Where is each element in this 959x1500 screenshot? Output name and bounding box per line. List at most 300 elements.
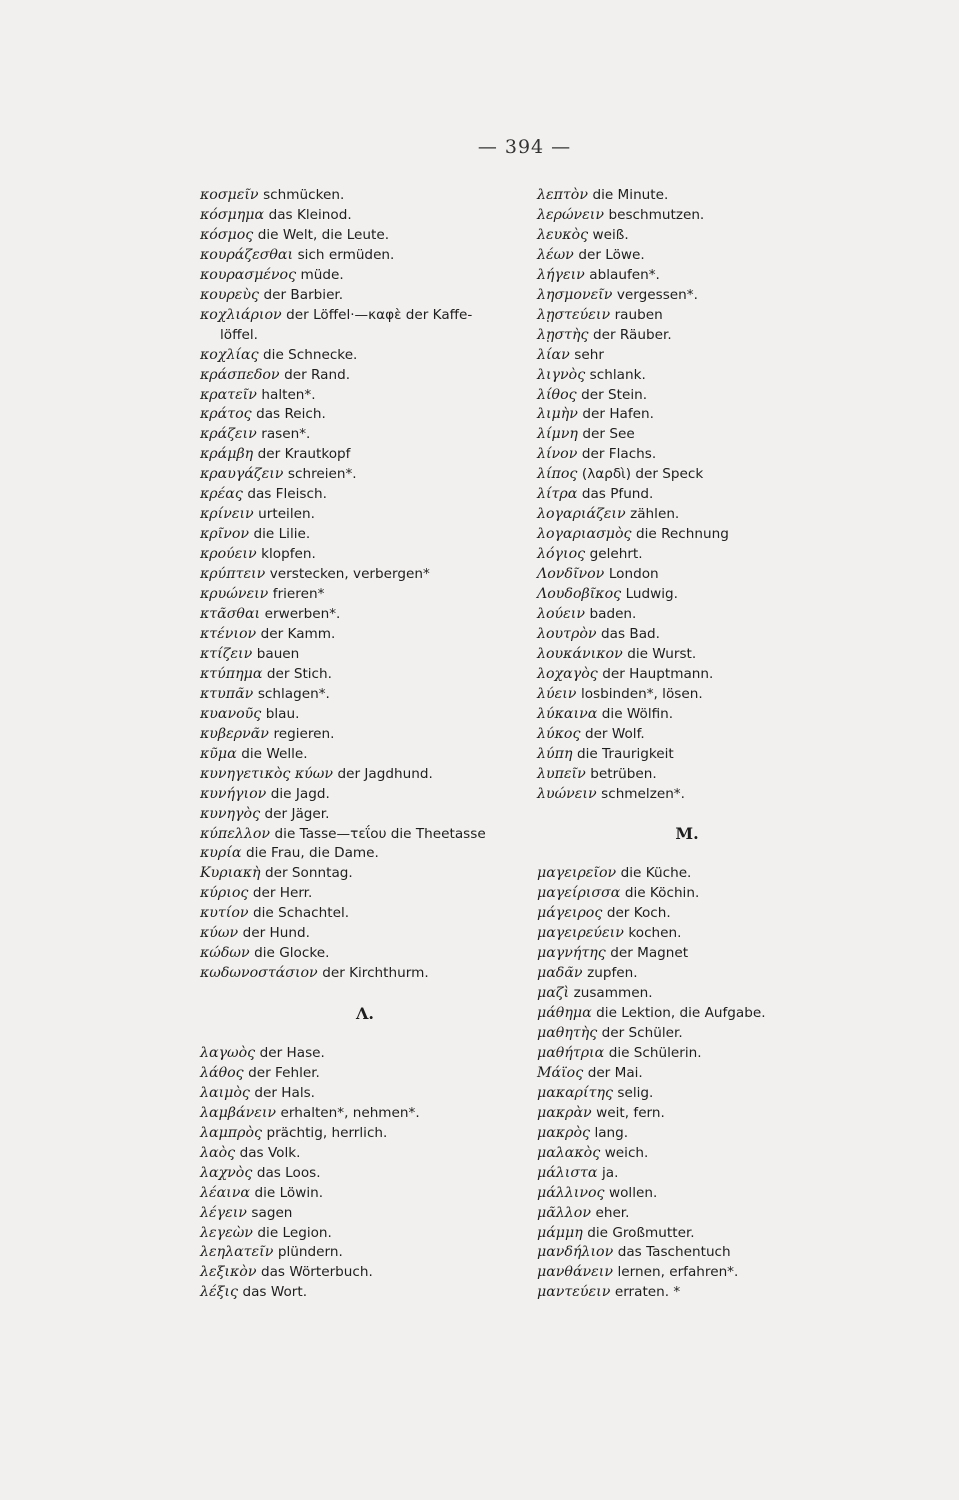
greek-word: λύειν xyxy=(537,685,577,702)
greek-word: λαγωὸς xyxy=(200,1044,256,1061)
left-column xyxy=(200,186,530,1303)
greek-word: κράτος xyxy=(200,406,252,423)
german-translation: die Köchin. xyxy=(624,885,700,902)
dictionary-entry xyxy=(200,605,530,625)
dictionary-entry xyxy=(200,226,530,246)
greek-word: μαζὶ xyxy=(537,985,570,1002)
german-translation: der Hase. xyxy=(259,1044,325,1061)
greek-word: λεξικὸν xyxy=(200,1264,257,1281)
greek-word: λιγνὸς xyxy=(537,366,586,383)
german-translation: ablaufen*. xyxy=(589,266,660,283)
dictionary-entry xyxy=(537,765,837,785)
german-translation: die Löwin. xyxy=(254,1184,324,1201)
greek-word: λεπτὸν xyxy=(537,187,588,203)
german-translation: der Krautkopf xyxy=(257,446,351,463)
german-translation: gelehrt. xyxy=(589,546,643,563)
german-translation: der Flachs. xyxy=(581,446,657,463)
greek-word: κρούειν xyxy=(200,546,257,563)
greek-word: κύριος xyxy=(200,885,249,902)
dictionary-entry xyxy=(200,844,530,864)
dictionary-entry xyxy=(537,445,837,465)
greek-word: μανδήλιον xyxy=(537,1244,614,1261)
dictionary-entry xyxy=(200,964,530,984)
greek-word: μανθάνειν xyxy=(537,1264,613,1281)
german-translation: London xyxy=(608,566,659,583)
greek-word: μαγειρεῖον xyxy=(537,865,617,882)
dictionary-entry xyxy=(537,904,837,924)
greek-word: λαμπρὸς xyxy=(200,1124,262,1141)
german-translation: schmelzen*. xyxy=(601,785,685,802)
german-translation: die Schachtel. xyxy=(253,905,350,922)
dictionary-entry xyxy=(537,505,837,525)
german-translation: erraten. * xyxy=(614,1284,681,1301)
spacer xyxy=(200,1024,530,1044)
german-translation: die Welle. xyxy=(241,745,308,762)
dictionary-entry xyxy=(200,306,530,326)
greek-word: λίνον xyxy=(537,446,578,463)
german-translation: die Legion. xyxy=(257,1224,332,1241)
german-translation: schlank. xyxy=(589,366,646,383)
german-translation: die Lilie. xyxy=(253,526,311,543)
dictionary-entry xyxy=(537,545,837,565)
greek-word: κωδωνοστάσιον xyxy=(200,965,318,982)
dictionary-entry xyxy=(200,665,530,685)
greek-word: κόσμος xyxy=(200,226,254,243)
german-translation: weich. xyxy=(604,1144,649,1161)
dictionary-entry xyxy=(537,206,837,226)
german-translation: weiß. xyxy=(592,226,629,243)
greek-word: λαμβάνειν xyxy=(200,1104,277,1121)
greek-word: κτίζειν xyxy=(200,645,253,662)
german-translation: das Volk. xyxy=(239,1144,301,1161)
dictionary-entry xyxy=(200,266,530,286)
greek-word: λύκαινα xyxy=(537,705,598,722)
dictionary-entry xyxy=(537,346,837,366)
greek-word: μάγειρος xyxy=(537,905,603,922)
german-translation: lernen, erfahren*. xyxy=(617,1264,739,1281)
greek-word: λύκος xyxy=(537,725,581,742)
german-translation: (λαρδὶ) der Speck xyxy=(581,466,704,483)
german-translation: lang. xyxy=(594,1124,629,1141)
dictionary-entry xyxy=(537,725,837,745)
german-translation: vergessen*. xyxy=(616,286,698,303)
dictionary-entry xyxy=(537,685,837,705)
dictionary-entry xyxy=(537,266,837,286)
german-translation: beschmutzen. xyxy=(608,206,705,223)
greek-word: λύπη xyxy=(537,745,573,762)
greek-word: κοσμεῖν xyxy=(200,187,259,203)
german-translation: der Hund. xyxy=(242,925,310,942)
german-translation: weit, fern. xyxy=(596,1104,665,1121)
greek-word: λουκάνικον xyxy=(537,645,623,662)
greek-word: λεηλατεῖν xyxy=(200,1244,274,1261)
dictionary-entry xyxy=(200,745,530,765)
greek-word: κουρασμένος xyxy=(200,266,297,283)
german-translation: der Löffel·—καφὲ der Kaffe- xyxy=(286,306,473,323)
greek-word: λῃστεύειν xyxy=(537,306,611,323)
greek-word: λουτρὸν xyxy=(537,625,597,642)
greek-word: λίπος xyxy=(537,466,578,483)
greek-word: μαθήτρια xyxy=(537,1044,605,1061)
german-translation: der Barbier. xyxy=(263,286,344,303)
german-translation: erwerben*. xyxy=(264,606,341,623)
dictionary-entry xyxy=(200,785,530,805)
dictionary-entry xyxy=(537,785,837,805)
dictionary-entry xyxy=(200,685,530,705)
dictionary-entry xyxy=(200,286,530,306)
dictionary-entry xyxy=(200,525,530,545)
german-translation: die Minute. xyxy=(592,187,669,203)
german-translation: schlagen*. xyxy=(257,685,330,702)
dictionary-entry xyxy=(537,864,837,884)
dictionary-entry xyxy=(537,1263,837,1283)
greek-word: κυανοῦς xyxy=(200,705,262,722)
dictionary-entry xyxy=(537,645,837,665)
dictionary-entry xyxy=(537,1243,837,1263)
dictionary-entry xyxy=(200,1283,530,1303)
greek-word: κραυγάζειν xyxy=(200,466,284,483)
dictionary-entry xyxy=(537,585,837,605)
greek-word: κράσπεδον xyxy=(200,366,280,383)
german-translation: der Löwe. xyxy=(578,246,645,263)
greek-word: κόσμημα xyxy=(200,206,265,223)
german-translation: sagen xyxy=(251,1204,293,1221)
greek-word: λησμονεῖν xyxy=(537,286,613,303)
dictionary-entry xyxy=(200,186,530,206)
german-translation: das Wörterbuch. xyxy=(260,1264,373,1281)
german-translation: regieren. xyxy=(273,725,335,742)
greek-word: μάμμη xyxy=(537,1224,583,1241)
german-translation: schreien*. xyxy=(287,466,357,483)
dictionary-entry xyxy=(200,1144,530,1164)
greek-word: κρύπτειν xyxy=(200,566,266,583)
german-translation: der Hals. xyxy=(254,1084,315,1101)
german-translation: der Kirchthurm. xyxy=(322,965,429,982)
german-translation: das Pfund. xyxy=(581,486,654,503)
dictionary-entry xyxy=(537,924,837,944)
german-translation: zählen. xyxy=(630,506,680,523)
german-translation: bauen xyxy=(256,645,300,662)
german-translation: losbinden*, lösen. xyxy=(580,685,703,702)
dictionary-entry xyxy=(200,625,530,645)
german-translation: das Taschentuch xyxy=(617,1244,731,1261)
section-heading: M. xyxy=(675,824,699,844)
dictionary-entry xyxy=(537,465,837,485)
german-translation: der Stein. xyxy=(581,386,648,403)
greek-word: λευκὸς xyxy=(537,226,589,243)
dictionary-entry xyxy=(537,1124,837,1144)
dictionary-entry xyxy=(200,505,530,525)
dictionary-entry xyxy=(537,884,837,904)
german-translation: die Wölfin. xyxy=(601,705,674,722)
spacer xyxy=(537,844,837,864)
greek-word: μαγείρισσα xyxy=(537,885,621,902)
greek-word: λῃστὴς xyxy=(537,326,589,343)
german-translation: kochen. xyxy=(628,925,682,942)
german-translation: der Sonntag. xyxy=(265,865,353,882)
greek-word: λογαριάζειν xyxy=(537,506,626,523)
greek-word: μαλακὸς xyxy=(537,1144,601,1161)
greek-word: λίθος xyxy=(537,386,577,403)
dictionary-entry xyxy=(200,1084,530,1104)
dictionary-entry xyxy=(200,565,530,585)
greek-word: λαὸς xyxy=(200,1144,236,1161)
dictionary-entry xyxy=(200,904,530,924)
german-translation: der Herr. xyxy=(252,885,313,902)
entry-continuation xyxy=(200,326,530,346)
greek-word: μάλλινος xyxy=(537,1184,605,1201)
dictionary-entry xyxy=(537,326,837,346)
greek-word: κύων xyxy=(200,925,239,942)
german-translation: betrüben. xyxy=(590,765,657,782)
dictionary-entry xyxy=(537,745,837,765)
dictionary-entry xyxy=(200,1104,530,1124)
dictionary-entry xyxy=(537,1104,837,1124)
greek-word: λέγειν xyxy=(200,1204,247,1221)
dictionary-entry xyxy=(200,705,530,725)
german-translation: baden. xyxy=(589,606,637,623)
greek-word: κοχλιάριον xyxy=(200,306,282,323)
greek-word: κυβερνᾶν xyxy=(200,725,269,742)
dictionary-entry xyxy=(200,1184,530,1204)
dictionary-entry xyxy=(537,984,837,1004)
german-translation: der Hafen. xyxy=(582,406,654,423)
greek-word: μαγειρεύειν xyxy=(537,925,624,942)
greek-word: Λονδῖνον xyxy=(537,566,605,583)
german-translation: eher. xyxy=(595,1204,630,1221)
german-translation: frieren* xyxy=(272,586,325,603)
dictionary-entry xyxy=(200,585,530,605)
german-translation: löffel. xyxy=(220,326,258,343)
german-translation: blau. xyxy=(265,705,300,722)
right-column xyxy=(537,186,837,1303)
greek-word: κυρία xyxy=(200,845,242,862)
german-translation: der Stich. xyxy=(266,665,332,682)
dictionary-entry xyxy=(537,605,837,625)
greek-word: λίτρα xyxy=(537,486,578,503)
german-translation: das Bad. xyxy=(601,625,660,642)
german-translation: der Fehler. xyxy=(248,1064,320,1081)
german-translation: Ludwig. xyxy=(625,586,679,603)
greek-word: λήγειν xyxy=(537,266,585,283)
dictionary-entry xyxy=(200,1243,530,1263)
greek-word: κοχλίας xyxy=(200,346,259,363)
dictionary-entry xyxy=(200,1224,530,1244)
greek-word: κρυώνειν xyxy=(200,586,269,603)
greek-word: λαχνὸς xyxy=(200,1164,253,1181)
dictionary-entry xyxy=(200,545,530,565)
dictionary-entry xyxy=(200,805,530,825)
german-translation: die Küche. xyxy=(620,865,692,882)
german-translation: rasen*. xyxy=(261,426,311,443)
german-translation: der Jäger. xyxy=(264,805,330,822)
dictionary-entry xyxy=(200,944,530,964)
german-translation: selig. xyxy=(617,1084,654,1101)
dictionary-entry xyxy=(200,884,530,904)
german-translation: müde. xyxy=(300,266,344,283)
dictionary-entry xyxy=(537,625,837,645)
section-heading: Λ. xyxy=(356,1004,374,1024)
greek-word: μάθημα xyxy=(537,1005,592,1022)
dictionary-entry xyxy=(537,665,837,685)
german-translation: halten*. xyxy=(261,386,316,403)
german-translation: der Kamm. xyxy=(260,625,336,642)
greek-word: Λουδοβῖκος xyxy=(537,586,622,603)
greek-word: κράζειν xyxy=(200,426,257,443)
dictionary-entry xyxy=(200,206,530,226)
german-translation: die Schnecke. xyxy=(263,346,358,363)
german-translation: urteilen. xyxy=(258,506,315,523)
german-translation: der Magnet xyxy=(610,945,689,962)
dictionary-entry xyxy=(537,186,837,206)
dictionary-entry xyxy=(537,1184,837,1204)
greek-word: κτύπημα xyxy=(200,665,263,682)
german-translation: wollen. xyxy=(608,1184,658,1201)
greek-word: μαθητὴς xyxy=(537,1025,598,1041)
german-translation: sehr xyxy=(574,346,604,363)
dictionary-entry xyxy=(537,565,837,585)
greek-word: Μάϊος xyxy=(537,1064,584,1081)
german-translation: das Wort. xyxy=(242,1284,308,1301)
greek-word: λέων xyxy=(537,246,574,263)
dictionary-entry xyxy=(537,366,837,386)
greek-word: κῦμα xyxy=(200,745,237,762)
german-translation: das Fleisch. xyxy=(247,486,327,503)
greek-word: κυνηγὸς xyxy=(200,805,261,822)
german-translation: sich ermüden. xyxy=(297,246,395,263)
greek-word: μακαρίτης xyxy=(537,1084,613,1101)
greek-word: μαδᾶν xyxy=(537,965,583,982)
dictionary-entry xyxy=(200,825,530,845)
dictionary-entry xyxy=(537,1204,837,1224)
greek-word: κυνηγετικὸς κύων xyxy=(200,765,333,782)
greek-word: Κυριακὴ xyxy=(200,865,261,882)
german-translation: die Großmutter. xyxy=(587,1224,695,1241)
german-translation: der See xyxy=(582,426,635,443)
dictionary-entry xyxy=(200,465,530,485)
german-translation: die Frau, die Dame. xyxy=(245,845,379,862)
dictionary-entry xyxy=(200,1044,530,1064)
greek-word: κτένιον xyxy=(200,625,257,642)
greek-word: λέαινα xyxy=(200,1184,250,1201)
german-translation: die Tasse—τεΐου die Theetasse xyxy=(274,825,486,842)
german-translation: die Jagd. xyxy=(270,785,330,802)
dictionary-entry xyxy=(200,765,530,785)
german-translation: zupfen. xyxy=(587,965,638,982)
dictionary-entry xyxy=(200,924,530,944)
dictionary-entry xyxy=(200,386,530,406)
greek-word: κυνήγιον xyxy=(200,785,267,802)
greek-word: λοχαγὸς xyxy=(537,665,598,682)
german-translation: der Jagdhund. xyxy=(337,765,433,782)
dictionary-entry xyxy=(200,346,530,366)
dictionary-entry xyxy=(200,1164,530,1184)
greek-word: κρατεῖν xyxy=(200,386,257,403)
greek-word: κτᾶσθαι xyxy=(200,606,261,623)
german-translation: die Lektion, die Aufgabe. xyxy=(596,1005,766,1022)
dictionary-entry xyxy=(537,944,837,964)
german-translation: die Wurst. xyxy=(627,645,697,662)
greek-word: μακρὰν xyxy=(537,1104,592,1121)
greek-word: λιμὴν xyxy=(537,406,578,423)
dictionary-entry xyxy=(537,964,837,984)
greek-word: μάλιστα xyxy=(537,1164,598,1181)
german-translation: schmücken. xyxy=(263,187,345,203)
german-translation: der Räuber. xyxy=(593,326,672,343)
german-translation: der Mai. xyxy=(587,1064,643,1081)
german-translation: das Loos. xyxy=(256,1164,321,1181)
greek-word: κώδων xyxy=(200,945,250,962)
greek-word: λαιμὸς xyxy=(200,1084,250,1101)
german-translation: der Wolf. xyxy=(584,725,645,742)
german-translation: die Rechnung xyxy=(636,526,729,543)
greek-word: λάθος xyxy=(200,1064,244,1081)
dictionary-entry xyxy=(200,445,530,465)
dictionary-entry xyxy=(200,725,530,745)
dictionary-entry xyxy=(200,1263,530,1283)
greek-word: λεγεὼν xyxy=(200,1224,253,1241)
greek-word: μακρὸς xyxy=(537,1124,590,1141)
german-translation: verstecken, verbergen* xyxy=(269,566,430,583)
dictionary-entry xyxy=(537,425,837,445)
dictionary-entry xyxy=(200,405,530,425)
german-translation: plündern. xyxy=(277,1244,343,1261)
dictionary-entry xyxy=(200,366,530,386)
greek-word: κουρεὺς xyxy=(200,286,259,303)
dictionary-entry xyxy=(200,1204,530,1224)
greek-word: λυπεῖν xyxy=(537,765,586,782)
dictionary-entry xyxy=(537,485,837,505)
german-translation: prächtig, herrlich. xyxy=(266,1124,388,1141)
german-translation: die Schülerin. xyxy=(608,1044,702,1061)
greek-word: μαγνήτης xyxy=(537,945,606,962)
german-translation: ja. xyxy=(602,1164,619,1181)
dictionary-entry xyxy=(537,1084,837,1104)
dictionary-entry xyxy=(200,1064,530,1084)
dictionary-entry xyxy=(200,645,530,665)
greek-word: λίαν xyxy=(537,346,570,363)
dictionary-entry xyxy=(537,1044,837,1064)
german-translation: klopfen. xyxy=(261,546,316,563)
greek-word: κυτίον xyxy=(200,905,249,922)
dictionary-entry xyxy=(537,405,837,425)
greek-word: κρῖνον xyxy=(200,526,249,543)
dictionary-entry xyxy=(537,286,837,306)
german-translation: zusammen. xyxy=(573,985,653,1002)
greek-word: λερώνειν xyxy=(537,206,604,223)
german-translation: der Hauptmann. xyxy=(602,665,714,682)
greek-word: κτυπᾶν xyxy=(200,685,254,702)
dictionary-entry xyxy=(537,246,837,266)
german-translation: der Rand. xyxy=(284,366,351,383)
dictionary-entry xyxy=(537,386,837,406)
greek-word: λίμνη xyxy=(537,426,578,443)
german-translation: erhalten*, nehmen*. xyxy=(280,1104,420,1121)
dictionary-entry xyxy=(200,425,530,445)
page-number: — 394 — xyxy=(477,136,572,158)
spacer xyxy=(200,984,530,1004)
dictionary-entry xyxy=(537,1024,837,1044)
german-translation: die Glocke. xyxy=(254,945,330,962)
dictionary-entry xyxy=(200,864,530,884)
dictionary-entry xyxy=(537,1004,837,1024)
german-translation: der Koch. xyxy=(606,905,671,922)
greek-word: λυώνειν xyxy=(537,785,597,802)
dictionary-entry xyxy=(537,1144,837,1164)
greek-word: κουράζεσθαι xyxy=(200,246,294,263)
greek-word: κύπελλον xyxy=(200,825,271,842)
greek-word: κρίνειν xyxy=(200,506,254,523)
